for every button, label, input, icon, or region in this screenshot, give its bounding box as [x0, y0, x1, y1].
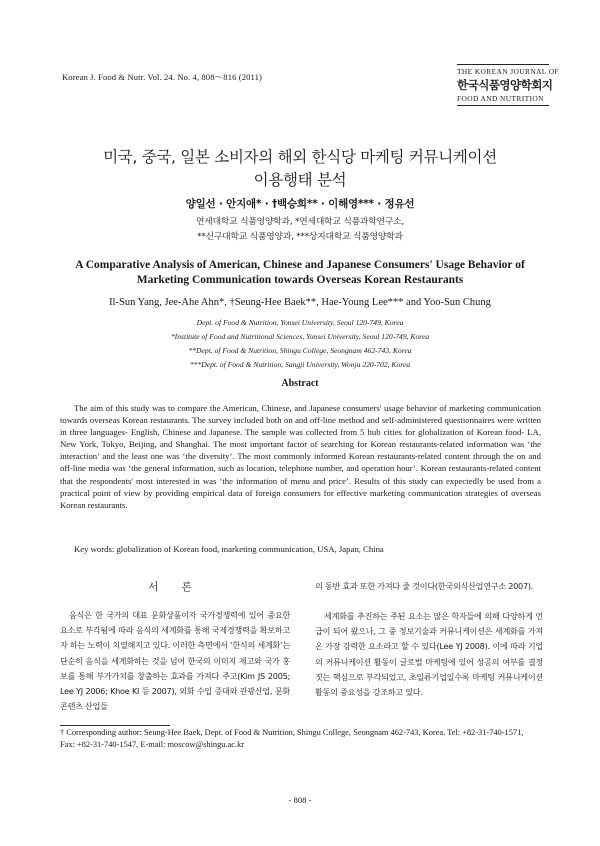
- korean-affiliation-line1: 연세대학교 식품영양학과, *연세대학교 식품과학연구소,: [195, 217, 405, 227]
- corresponding-author-footnote: † Corresponding author: Seung-Hee Baek, Dept. of Food & Nutrition, Shingu College, Seongnam 462-743, Korea. Tel: +82-31-740-1571, Fax: +82-31-740-1547, E-mail: moscow@shingu.ac.kr: [60, 728, 524, 749]
- english-title-line2: Marketing Communication towards Overseas Korean Restaurants: [136, 274, 464, 286]
- journal-logo-box: [457, 64, 559, 106]
- english-affiliation: **Dept. of Food & Nutrition, Shingu College, Seongnam 462-743, Korea: [188, 346, 412, 355]
- abstract-text: The aim of this study was to compare the American, Chinese, and Japanese consumers' usage behavior of marketing communication towards overseas Korean restaurants. The survey included both on and off-line method and self-administered questionnaires were written in three languages- English, Chinese and Japanese. The sample was collected from 5 hub cities for globalization of Korean food- LA, New York, Tokyo, Beijing, and Shanghai. The most important factor of searching for Korean restaurants-related information was ‘the interaction’ and the least one was ‘the diversity’. The most commonly informed Korean restaurants-related content through the on and off-line media was ‘the general information, such as location, telephone number, and operation hour’. Korean restaurants-related content that the respondents' most interested in was ‘the information of menu and price’. Results of this study can expectedly be used from a practical point of view by providing empirical data of foreign consumers for effective marketing communication strategies of overseas Korean restaurants.: [60, 403, 541, 510]
- english-authors: Il-Sun Yang, Jee-Ahe Ahn*, †Seung-Hee Baek**, Hae-Young Lee*** and Yoo-Sun Chung: [109, 297, 491, 308]
- english-title: [40, 258, 560, 288]
- journal-box-bottom: FOOD AND NUTRITION: [457, 94, 549, 106]
- section-heading-introduction: 서 론: [148, 581, 202, 593]
- footnote-divider: [60, 725, 170, 726]
- korean-title-line2: 이용행태 분석: [253, 171, 347, 189]
- english-title-line1: A Comparative Analysis of American, Chinese and Japanese Consumers' Usage Behavior of: [75, 259, 525, 271]
- english-affiliation: *Institute of Food and Nutritional Sciences, Yonsei University, Seoul 120-749, Korea: [170, 332, 430, 341]
- english-affiliation: Dept. of Food & Nutrition, Yonsei University, Seoul 120-749, Korea: [196, 318, 404, 327]
- intro-right-paragraph: 세계화를 추진하는 주된 요소는 많은 학자들에 의해 다양하게 언급이 되어 왔으나, 그 중 정보기술과 커뮤니케이션은 세계화를 가져온 가장 강력한 요소라고 할 수 있다(Lee YJ 2008). 이에 따라 기업의 커뮤니케이션 활동이 글로벌 마케팅에 있어 성공의 여부를 결정짓는 핵심으로 부각되었고, 초일류기업일수록 마케팅 커뮤니케이션 활동의 중요성을 강조하고 있다.: [315, 611, 543, 698]
- journal-reference: Korean J. Food & Nutr. Vol. 24. No. 4, 808～816 (2011): [62, 72, 262, 82]
- journal-box-top: THE KOREAN JOURNAL OF: [457, 64, 549, 76]
- korean-affiliation-line2: **신구대학교 식품영양과, ***상지대학교 식품영양학과: [197, 232, 403, 242]
- korean-title-line1: 미국, 중국, 일본 소비자의 해외 한식당 마케팅 커뮤니케이션: [103, 148, 497, 166]
- abstract-heading: Abstract: [281, 378, 319, 389]
- english-affiliation: ***Dept. of Food & Nutrition, Sangji University, Wonju 220-702, Korea: [189, 360, 411, 369]
- page-number: - 808 -: [288, 795, 312, 805]
- intro-left-paragraph: 음식은 한 국가의 대표 문화상품이자 국가경쟁력에 있어 중요한 요소로 부각됨에 따라 음식의 세계화를 통해 국제경쟁력을 확보하고자 하는 노력이 치열해지고 있다. 이러한 측면에서 ‘한식의 세계화’는 단순히 음식을 세계화하는 것을 넘어 한국의 이미지 제고와 국가 홍보를 통해 부가가치를 창출하는 효과를 가져다 주고(Kim JS 2005; Lee YJ 2006; Khoe KI 등 2007), 외화 수입 증대와 관광산업, 문화콘텐츠 산업들: [60, 610, 290, 712]
- korean-title: [60, 146, 540, 192]
- intro-right-paragraph-continued: 의 동반 효과 또한 가져다 줄 것이다(한국외식산업연구소 2007).: [315, 581, 534, 591]
- journal-box-korean: 한국식품영양학회지: [457, 78, 553, 92]
- korean-authors: 양일선 · 안지애* · †백승희** · 이해영*** · 정유선: [185, 198, 415, 210]
- keywords: Key words: globalization of Korean food, marketing communication, USA, Japan, China: [74, 544, 384, 554]
